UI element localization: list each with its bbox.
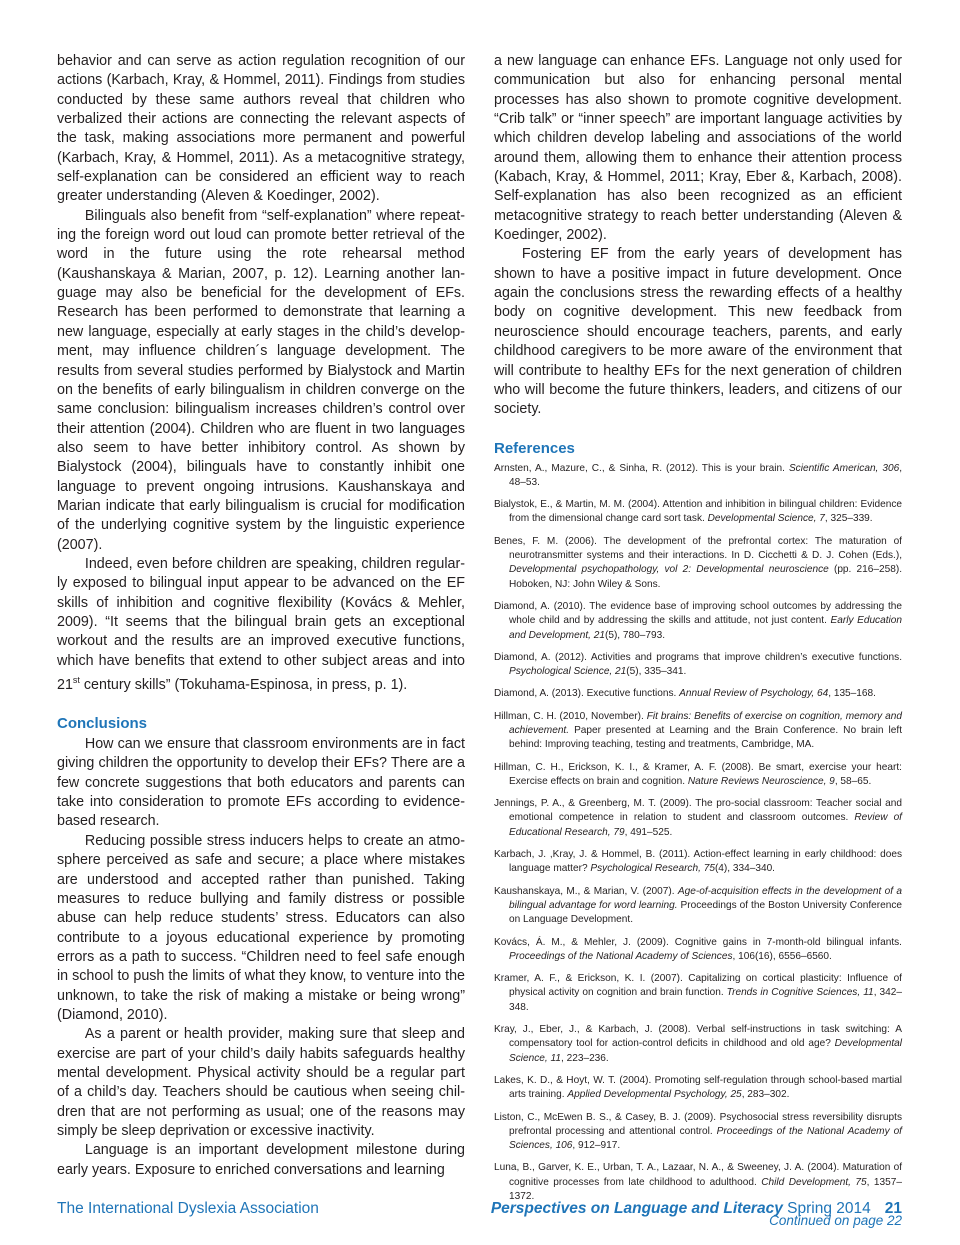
reference-italic-text: Proceedings of the National Academy of Sciences, 106 xyxy=(509,1125,902,1152)
reference-italic-text: Applied Developmental Psychology, 25 xyxy=(567,1089,742,1101)
reference-post-text: , 106(16), 6556–6560. xyxy=(732,950,832,962)
reference-italic-text: Child Development, 75 xyxy=(761,1176,867,1188)
reference-entry xyxy=(494,1111,902,1154)
left-column xyxy=(57,52,465,1180)
reference-entry xyxy=(494,710,902,753)
reference-italic-text: Psychological Science, 21 xyxy=(509,666,627,678)
footer-organization: The International Dyslexia Association xyxy=(57,1200,319,1217)
footer-right xyxy=(491,1199,902,1219)
left-paragraph-1: behavior and can serve as action regulation recognition of our actions (Karbach, Kray, & Hommel, 2011). Findings from studies conducted by these same authors reveal that children who verbalized their actions are connecting the relevant aspects of the task, making associations more permanent and powerful (Karbach, Kray, & Hommel, 2011). As a metacognitive strategy, self-explanation can be considered an efficient way to reach greater understanding (Aleven & Koedinger, 2002). xyxy=(57,53,465,205)
footer-journal: Perspectives on Language and Literacy xyxy=(490,1200,783,1217)
right-paragraph-1: a new language can enhance EFs. Language not only used for communication but also for enhancing personal mental processes has also shown to promote cognitive development. “Crib talk” or “inner speech” are important language activities by which children develop labeling and associations of the world around them, allowing them to enhance their attention process (Kabach, Kray, & Hommel, 2011; Kray, Eber &, Karbach, 2008). Self-explanation has also been recognized as an efficient metacognitive strategy to reach better understanding (Aleven & Koedinger, 2002). xyxy=(494,53,902,244)
p3-end-text: century skills” (Tokuhama-Espinosa, in press, p. 1). xyxy=(79,676,408,693)
reference-pre-text: Hillman, C. H., Erickson, K. I., & Kramer, A. F. (2008). Be smart, exercise your heart: Exercise effects on brain and cognition. xyxy=(494,761,902,787)
left-paragraph-3 xyxy=(57,555,465,695)
continued-note: Continued on page 22 xyxy=(769,1213,902,1229)
reference-pre-text: Kovács, Á. M., & Mehler, J. (2009). Cognitive gains in 7-month-old bilingual infants. xyxy=(494,936,902,948)
reference-pre-text: Kramer, A. F., & Erickson, K. I. (2007). Capitalizing on cortical plasticity: Influence of physical activity on cognition and brain function. xyxy=(494,973,902,999)
reference-pre-text: Lakes, K. D., & Hoyt, W. T. (2004). Promoting self-regulation through school-based martial arts training. xyxy=(494,1074,902,1101)
reference-italic-text: Nature Reviews Neuroscience, 9 xyxy=(687,775,835,787)
left-paragraph-7: Language is an important development milestone during early years. Exposure to enriched conversations and learning xyxy=(57,1142,465,1178)
reference-post-text: Paper presented at Learning and the Brain Conference. No brain left behind: Improving teaching, testing and treatments, Cambridge, MA. xyxy=(509,724,902,751)
reference-entry xyxy=(494,885,902,928)
reference-post-text: , 135–168. xyxy=(828,688,876,700)
reference-pre-text: Diamond, A. (2012). Activities and programs that improve children’s executive functions. xyxy=(494,651,902,663)
reference-pre-text: Diamond, A. (2010). The evidence base of improving school outcomes by addressing the whole child and by addressing the skills and attitude, not just content. xyxy=(494,600,902,627)
reference-entry xyxy=(494,651,902,680)
reference-italic-text: Psychological Research, 75 xyxy=(590,863,715,875)
reference-entry xyxy=(494,600,902,643)
reference-italic-text: Developmental Science, 11 xyxy=(509,1038,902,1064)
reference-post-text: , 58–65. xyxy=(834,775,872,787)
reference-pre-text: Kaushanskaya, M., & Marian, V. (2007). xyxy=(494,885,678,897)
reference-entry xyxy=(494,1074,902,1103)
reference-post-text: (5), 780–793. xyxy=(604,629,666,641)
reference-pre-text: Bialystok, E., & Martin, M. M. (2004). Attention and inhibition in bilingual children: Evidence from the dimensional change card sort task. xyxy=(494,499,902,525)
reference-entry xyxy=(494,687,902,701)
reference-pre-text: Hillman, C. H. (2010, November). xyxy=(494,710,647,722)
reference-italic-text: Proceedings of the National Academy of Sciences xyxy=(509,950,733,962)
reference-pre-text: Liston, C., McEwen B. S., & Casey, B. J. (2009). Psychosocial stress reversibility disrupts prefrontal processing and attentional control. xyxy=(494,1111,902,1137)
reference-post-text: , 48–53. xyxy=(509,462,902,488)
references-heading: References xyxy=(494,439,575,457)
reference-italic-text: Age-of-acquisition effects in the development of a bilingual advantage for word learning. xyxy=(509,885,902,911)
reference-pre-text: Jennings, P. A., & Greenberg, M. T. (2009). The pro-social classroom: Teacher social and emotional competence in relation to student and classroom outcomes. xyxy=(494,798,902,824)
reference-pre-text: Karbach, J. ,Kray, J. & Hommel, B. (2011). Action-effect learning in early childhood: does language matter? xyxy=(494,849,902,875)
reference-post-text: , 912–917. xyxy=(572,1140,621,1152)
references-list xyxy=(494,462,902,1205)
reference-post-text: (4), 334–340. xyxy=(714,863,775,875)
p3-main-text: Indeed, even before children are speaking, children regularly exposed to bilingual input appear to be advanced on the EF skills of inhibition and cognitive flexibility (Kovács & Mehler, 2009). “It seems that the bilingual brain gets an exceptional workout and the results are an improved executive functions, which have benefits that extend to other subject areas and into 21 xyxy=(57,555,465,693)
footer-page-number: 21 xyxy=(884,1200,902,1217)
reference-entry xyxy=(494,848,902,877)
reference-post-text: , 325–339. xyxy=(824,513,873,525)
reference-post-text: , 1357–1372. xyxy=(509,1176,902,1202)
reference-entry xyxy=(494,498,902,527)
reference-post-text: (pp. 216–258). Hoboken, NJ: John Wiley & Sons. xyxy=(509,564,902,590)
reference-post-text: (5), 335–341. xyxy=(626,666,687,678)
reference-italic-text: Trends in Cognitive Sciences, 11 xyxy=(726,987,874,999)
left-paragraph-6: As a parent or health provider, making sure that sleep and exercise are part of your child’s daily habits safeguards healthy mental development. Physical activity should be a regular part of a child’s day. Teachers should be cautious when seeing children that are not performing as usual; one of the reasons may simply be sleep deprivation or excessive inactivity. xyxy=(57,1026,465,1139)
reference-post-text: Proceedings of the Boston University Conference on Language Development. xyxy=(509,899,902,926)
reference-entry xyxy=(494,462,902,491)
reference-entry xyxy=(494,1023,902,1066)
reference-entry xyxy=(494,797,902,840)
ordinal-superscript: st xyxy=(72,675,80,685)
reference-post-text: , 342–348. xyxy=(509,987,902,1013)
reference-pre-text: Luna, B., Garver, K. E., Urban, T. A., Lazaar, N. A., & Sweeney, J. A. (2004). Maturation of cognitive processes from late childhood to adulthood. xyxy=(494,1162,902,1188)
right-column xyxy=(494,52,902,1228)
reference-post-text: , 491–525. xyxy=(624,826,673,838)
reference-entry xyxy=(494,535,902,592)
reference-pre-text: Arnsten, A., Mazure, C., & Sinha, R. (2012). This is your brain. xyxy=(494,462,789,474)
footer-issue: Spring 2014 xyxy=(787,1200,871,1217)
reference-post-text: , 283–302. xyxy=(741,1089,790,1101)
reference-italic-text: Fit brains: Benefits of exercise on cognition, memory and achievement. xyxy=(509,710,902,736)
reference-entry xyxy=(494,972,902,1015)
reference-entry xyxy=(494,936,902,965)
reference-italic-text: Review of Educational Research, 79 xyxy=(509,812,902,838)
reference-italic-text: Developmental psychopathology, vol 2: Developmental neuroscience xyxy=(509,564,829,576)
left-paragraph-5: Reducing possible stress inducers helps to create an atmosphere perceived as safe and secure; a place where mistakes are understood and accepted rather than punished. Taking measures to reduce bullying and family distress or possible abuse can help reduce students’ stress. Educators can also contribute to a joyous educational experience by promoting errors as a path to success. “Children need to feel safe enough in school to push the limits of what they know, to venture into the unknown, to take the risk of making a mistake or being wrong” (Diamond, 2010). xyxy=(57,832,465,1023)
reference-pre-text: Kray, J., Eber, J., & Karbach, J. (2008). Verbal self-instructions in task switching: A compensatory tool for action-control deficits in childhood and old age? xyxy=(494,1024,902,1050)
reference-post-text: , 223–236. xyxy=(561,1052,609,1064)
reference-entry xyxy=(494,761,902,790)
reference-entry xyxy=(494,1161,902,1204)
conclusions-heading: Conclusions xyxy=(57,715,148,733)
reference-pre-text: Diamond, A. (2013). Executive functions. xyxy=(494,688,680,700)
left-paragraph-4: How can we ensure that classroom environments are in fact giving children the opportunity to develop their EFs? There are a few concrete suggestions that both educators and parents can take into consideration to promote EFs according to evidence-based research. xyxy=(57,736,465,830)
reference-italic-text: Early Education and Development, 21 xyxy=(509,615,902,641)
right-paragraph-2: Fostering EF from the early years of development has shown to have a positive impact in future development. Once again the conclusions stress the rewarding effects of a healthy body on cognitive development. This new feedback from neuroscience should encourage teachers, parents, and early childhood caregivers to be more aware of the environment that will contribute to healthy EFs for the next generation of children who will become the future thinkers, leaders, and citizens of our society. xyxy=(494,246,902,418)
reference-pre-text: Benes, F. M. (2006). The development of the prefrontal cortex: The maturation of neurotransmitter systems and their interactions. In D. Cicchetti & D. J. Cohen (Eds.), xyxy=(494,535,902,562)
reference-italic-text: Developmental Science, 7 xyxy=(707,513,825,525)
left-paragraph-2: Bilinguals also benefit from “self-explanation” where repeating the foreign word out loud can promote better retrieval of the word in the future using the rote rehearsal method (Kaushanskaya & Marian, 2007, p. 12). Learning another language may also be beneficial for the development of EFs. Research has been performed to demonstrate that learning a new language, especially at early stages in the child’s development, may influence children´s language development. The results from several studies performed by Bialystock and Martin on the benefits of early bilingualism in children converge on the same conclusion: bilingualism increases children’s control over their attention (2004). Children who are fluent in two languages also seem to have better inhibitory control. As shown by Bialystock (2004), bilinguals have to constantly inhibit one language to prevent ongoing intrusions. Kaushanskaya and Marian indicate that early bilingualism is crucial for modification of the underlying cognitive system by the linguistic experience (2007). xyxy=(57,207,465,553)
reference-italic-text: Annual Review of Psychology, 64 xyxy=(679,688,829,700)
reference-italic-text: Scientific American, 306 xyxy=(788,462,900,474)
